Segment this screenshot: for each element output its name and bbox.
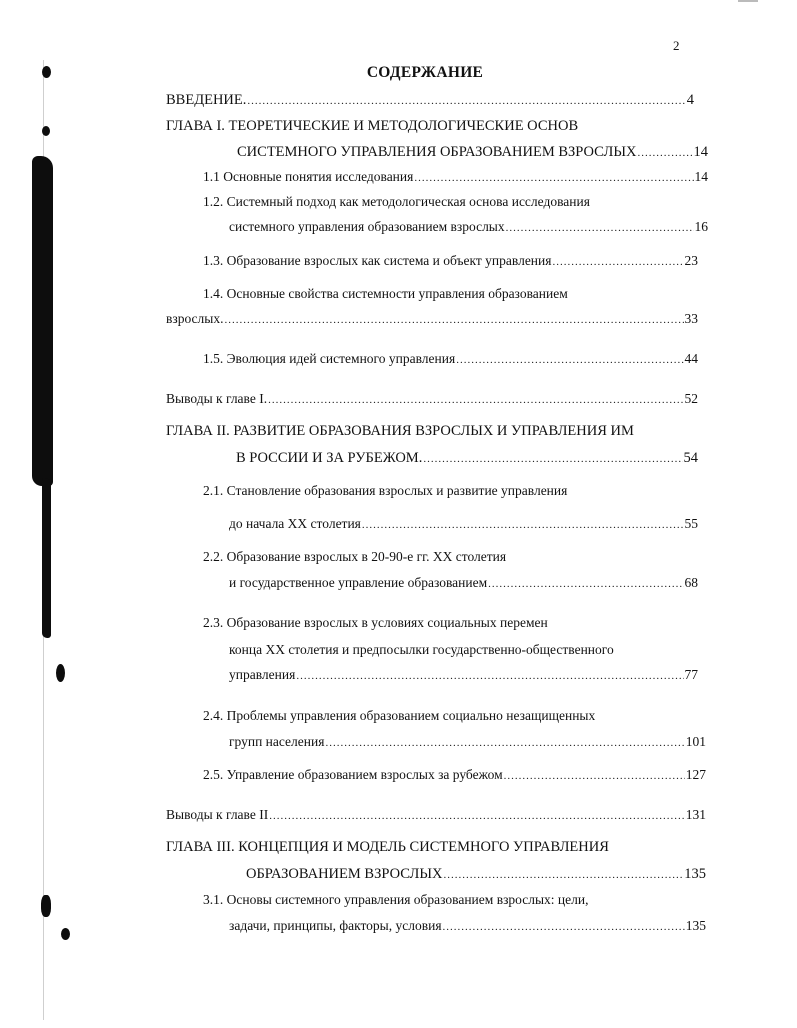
scan-smudge [42, 478, 51, 638]
dot-leader [444, 865, 684, 885]
toc-entry-text: до начала XX столетия [229, 516, 361, 531]
toc-entry-text: ВВЕДЕНИЕ. [166, 92, 247, 108]
dot-leader [296, 666, 683, 686]
dot-leader [504, 766, 685, 786]
toc-entry-text: Выводы к главе I. [166, 391, 268, 406]
toc-entry-2-2 [229, 573, 698, 593]
toc-entry-2-2-line1: 2.2. Образование взрослых в 20-90-е гг. XX столетия [203, 549, 507, 564]
toc-entry-text: 2.5. Управление образованием взрослых за рубежом [203, 767, 503, 782]
toc-entry-page: 54 [683, 450, 698, 466]
toc-entry-page: 14 [693, 144, 708, 160]
dot-leader [362, 515, 684, 535]
toc-entry-chapter-1 [237, 142, 708, 162]
toc-entry-page: 33 [684, 311, 698, 326]
toc-entry-1-3 [203, 251, 698, 271]
toc-entry-chapter-3 [246, 864, 706, 884]
toc-entry-page: 101 [685, 734, 706, 749]
toc-entry-3-1 [229, 916, 706, 936]
scan-smudge [32, 156, 53, 486]
dot-leader [456, 350, 683, 370]
dot-leader [506, 218, 694, 238]
toc-title: СОДЕРЖАНИЕ [366, 64, 484, 81]
toc-entry-text: СИСТЕМНОГО УПРАВЛЕНИЯ ОБРАЗОВАНИЕМ ВЗРОСЛЫХ [237, 144, 637, 160]
scan-smudge [56, 664, 65, 682]
toc-entry-1-4 [166, 309, 698, 329]
toc-entry-text: задачи, принципы, факторы, условия [229, 918, 442, 933]
toc-entry-2-3-line1: 2.3. Образование взрослых в условиях социальных перемен [203, 615, 548, 630]
dot-leader [552, 252, 683, 272]
scan-smudge [42, 126, 50, 136]
toc-entry-3-1-line1: 3.1. Основы системного управления образованием взрослых: цели, [203, 892, 589, 907]
toc-entry-page: 14 [694, 169, 708, 184]
dot-leader [269, 806, 685, 826]
toc-entry-text: ОБРАЗОВАНИЕМ ВЗРОСЛЫХ [246, 866, 443, 882]
toc-entry-text: системного управления образованием взрослых [229, 219, 505, 234]
toc-entry-conclusions-2 [166, 805, 706, 825]
dot-leader [488, 574, 683, 594]
toc-entry-page: 131 [685, 807, 706, 822]
toc-entry-page: 77 [684, 667, 698, 682]
toc-entry-text: 1.5. Эволюция идей системного управления [203, 351, 456, 366]
toc-entry-2-4-line1: 2.4. Проблемы управления образованием социально незащищенных [203, 708, 596, 723]
dot-leader [224, 310, 683, 330]
toc-entry-2-4 [229, 732, 706, 752]
toc-entry-2-1 [229, 514, 698, 534]
dot-leader [414, 168, 693, 188]
dot-leader [247, 91, 685, 111]
toc-entry-2-3-line2: конца XX столетия и предпосылки государственно-общественного [229, 642, 614, 657]
dot-leader [637, 143, 692, 163]
dot-leader [423, 449, 682, 469]
toc-entry-2-3 [229, 665, 698, 685]
scan-mark [738, 0, 758, 2]
toc-entry-text: групп населения [229, 734, 325, 749]
toc-entry-1-2-line1: 1.2. Системный подход как методологическая основа исследования [203, 194, 590, 209]
scan-smudge [41, 895, 51, 917]
toc-chapter-1-line1: ГЛАВА I. ТЕОРЕТИЧЕСКИЕ И МЕТОДОЛОГИЧЕСКИЕ ОСНОВ [166, 118, 579, 134]
toc-entry-1-1 [203, 167, 708, 187]
toc-entry-conclusions-1 [166, 389, 698, 409]
toc-entry-page: 68 [684, 575, 698, 590]
toc-entry-page: 127 [685, 767, 706, 782]
toc-entry-text: Выводы к главе II [166, 807, 269, 822]
toc-entry-intro [166, 90, 694, 110]
toc-entry-page: 23 [684, 253, 698, 268]
toc-entry-page: 135 [685, 918, 706, 933]
toc-entry-page: 135 [684, 866, 706, 882]
toc-entry-page: 16 [694, 219, 708, 234]
toc-entry-2-1-line1: 2.1. Становление образования взрослых и развитие управления [203, 483, 568, 498]
toc-entry-text: 1.1 Основные понятия исследования [203, 169, 414, 184]
toc-entry-1-4-line1: 1.4. Основные свойства системности управления образованием [203, 286, 568, 301]
toc-entry-page: 4 [686, 92, 694, 108]
toc-entry-text: 1.3. Образование взрослых как система и объект управления [203, 253, 552, 268]
toc-entry-text: взрослых. [166, 311, 224, 326]
toc-entry-chapter-2 [236, 448, 698, 468]
toc-chapter-2-line1: ГЛАВА II. РАЗВИТИЕ ОБРАЗОВАНИЯ ВЗРОСЛЫХ И УПРАВЛЕНИЯ ИМ [166, 423, 634, 439]
toc-chapter-3-line1: ГЛАВА III. КОНЦЕПЦИЯ И МОДЕЛЬ СИСТЕМНОГО УПРАВЛЕНИЯ [166, 839, 609, 855]
dot-leader [325, 733, 684, 753]
page-number: 2 [673, 38, 680, 53]
toc-entry-2-5 [203, 765, 706, 785]
toc-entry-page: 55 [684, 516, 698, 531]
scan-smudge [42, 66, 51, 78]
toc-entry-text: и государственное управление образованием [229, 575, 488, 590]
toc-entry-1-5 [203, 349, 698, 369]
dot-leader [443, 917, 685, 937]
toc-entry-text: управления [229, 667, 296, 682]
toc-entry-text: В РОССИИ И ЗА РУБЕЖОМ. [236, 450, 423, 466]
toc-entry-page: 44 [684, 351, 698, 366]
toc-entry-page: 52 [684, 391, 698, 406]
dot-leader [268, 390, 683, 410]
scan-smudge [61, 928, 70, 940]
toc-entry-1-2 [229, 217, 708, 237]
